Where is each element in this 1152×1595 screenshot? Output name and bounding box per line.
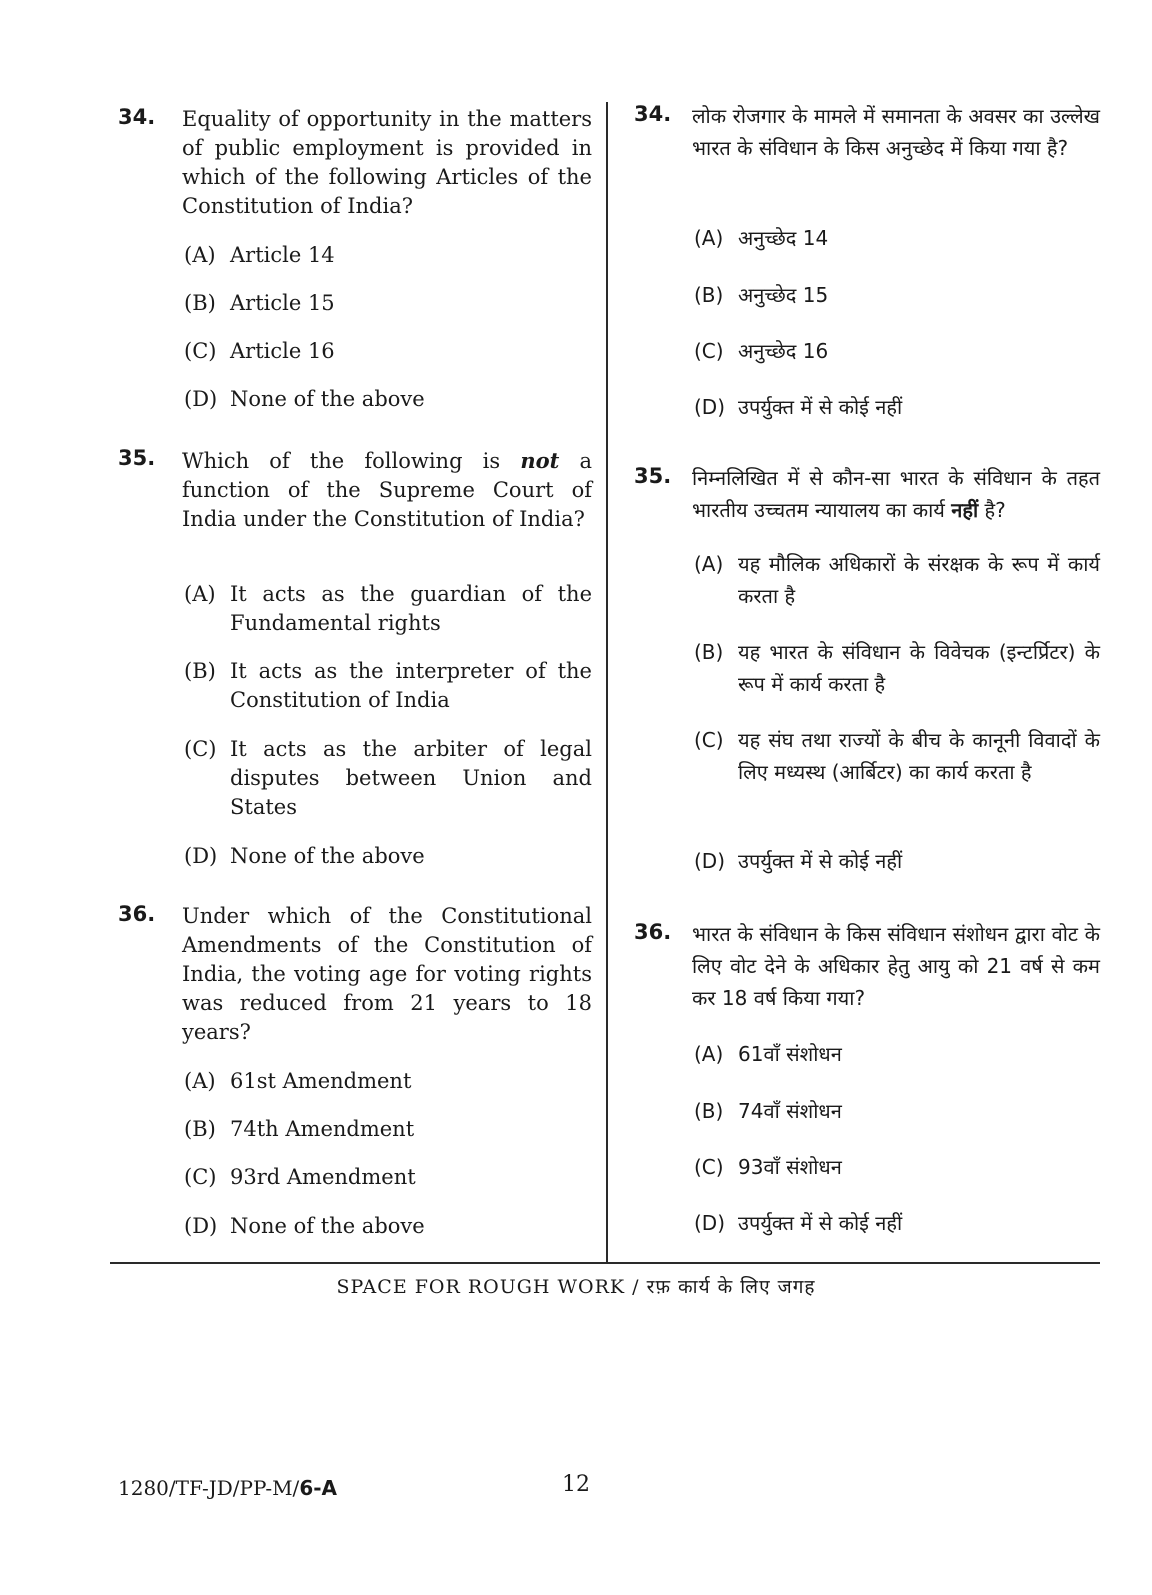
- question-text-part: a function of the Supreme Court of India under the Constitution of India?: [182, 449, 592, 531]
- question-35-hi: [634, 462, 1100, 526]
- option-text: 61st Amendment: [230, 1069, 412, 1093]
- option-label: (C): [694, 728, 724, 752]
- option-text: None of the above: [230, 844, 425, 868]
- column-divider: [606, 102, 608, 1262]
- option-c: [694, 335, 1100, 367]
- option-a: [694, 548, 1100, 612]
- option-label: (A): [694, 226, 724, 250]
- option-label: (D): [184, 844, 218, 868]
- option-b: [184, 657, 592, 715]
- option-label: (C): [694, 1155, 724, 1179]
- option-label: (A): [184, 1069, 216, 1093]
- option-label: (D): [694, 849, 726, 873]
- option-b: [694, 279, 1100, 311]
- option-c: [184, 1163, 592, 1192]
- emphasis-nahin: नहीं: [951, 498, 979, 522]
- option-text: उपर्युक्त में से कोई नहीं: [738, 849, 903, 873]
- option-text: 93rd Amendment: [230, 1165, 416, 1189]
- option-text: Article 14: [230, 243, 335, 267]
- option-text: 74वाँ संशोधन: [738, 1099, 842, 1123]
- question-34-hi: [634, 100, 1100, 164]
- question-number: 36.: [634, 920, 672, 944]
- option-text: यह भारत के संविधान के विवेचक (इन्टर्प्रिटर) के रूप में कार्य करता है: [738, 640, 1100, 696]
- option-text: अनुच्छेद 15: [738, 283, 829, 307]
- option-label: (B): [694, 283, 724, 307]
- question-text-part: Which of the following is: [182, 449, 521, 473]
- option-d: [184, 842, 592, 871]
- question-text: भारत के संविधान के किस संविधान संशोधन द्वारा वोट के लिए वोट देने के अधिकार हेतु आयु को 21 वर्ष से कम कर 18 वर्ष किया गया?: [692, 922, 1100, 1010]
- question-text: [692, 462, 1100, 526]
- option-c: [694, 724, 1100, 788]
- option-text: 74th Amendment: [230, 1117, 415, 1141]
- option-a: [694, 1038, 1100, 1070]
- option-c: [184, 735, 592, 822]
- option-label: (B): [694, 1099, 724, 1123]
- option-label: (A): [184, 582, 216, 606]
- question-text: Under which of the Constitutional Amendments of the Constitution of India, the voting age for voting rights was reduced from 21 years to 18 years?: [182, 904, 592, 1044]
- option-label: (B): [694, 640, 724, 664]
- question-text-part: है?: [978, 498, 1006, 522]
- option-label: (A): [694, 1042, 724, 1066]
- option-label: (C): [694, 339, 724, 363]
- option-d: [694, 845, 1100, 877]
- option-c: [694, 1151, 1100, 1183]
- paper-code-text: 1280/TF-JD/PP-M/: [118, 1476, 300, 1500]
- paper-set: 6-A: [299, 1476, 338, 1500]
- question-number: 34.: [634, 102, 672, 126]
- option-label: (B): [184, 291, 216, 315]
- option-label: (D): [694, 1211, 726, 1235]
- option-text: 61वाँ संशोधन: [738, 1042, 842, 1066]
- option-a: [694, 222, 1100, 254]
- option-label: (C): [184, 1165, 217, 1189]
- bottom-rule: [110, 1262, 1100, 1264]
- option-label: (D): [184, 1214, 218, 1238]
- option-text: उपर्युक्त में से कोई नहीं: [738, 395, 903, 419]
- option-a: [184, 580, 592, 638]
- option-text: Article 15: [230, 291, 335, 315]
- emphasis-not: not: [520, 448, 560, 473]
- option-d: [184, 385, 592, 414]
- option-label: (D): [694, 395, 726, 419]
- option-text: It acts as the guardian of the Fundamental rights: [230, 582, 592, 635]
- option-text: 93वाँ संशोधन: [738, 1155, 842, 1179]
- option-text: उपर्युक्त में से कोई नहीं: [738, 1211, 903, 1235]
- option-text: None of the above: [230, 1214, 425, 1238]
- option-label: (B): [184, 1117, 216, 1141]
- question-36-hi: [634, 918, 1100, 1014]
- question-text: [182, 446, 592, 534]
- option-a: [184, 241, 592, 270]
- option-text: यह मौलिक अधिकारों के संरक्षक के रूप में कार्य करता है: [738, 552, 1100, 608]
- rough-work-label: SPACE FOR ROUGH WORK / रफ़ कार्य के लिए जगह: [336, 1276, 816, 1298]
- option-b: [694, 636, 1100, 700]
- question-number: 35.: [118, 446, 156, 470]
- option-d: [694, 1207, 1100, 1239]
- option-text: अनुच्छेद 14: [738, 226, 829, 250]
- option-label: (A): [694, 552, 724, 576]
- question-number: 35.: [634, 464, 672, 488]
- question-text-part: निम्नलिखित में से कौन-सा भारत के संविधान के तहत भारतीय उच्चतम न्यायालय का कार्य: [692, 466, 1100, 522]
- option-a: [184, 1067, 592, 1096]
- option-text: It acts as the interpreter of the Constitution of India: [230, 659, 592, 712]
- page-number: 12: [562, 1472, 590, 1497]
- question-34-en: [118, 105, 592, 221]
- option-label: (D): [184, 387, 218, 411]
- option-b: [184, 289, 592, 318]
- option-text: None of the above: [230, 387, 425, 411]
- option-d: [694, 391, 1100, 423]
- question-text: लोक रोजगार के मामले में समानता के अवसर का उल्लेख भारत के संविधान के किस अनुच्छेद में किया गया है?: [692, 104, 1100, 160]
- question-number: 34.: [118, 105, 156, 129]
- option-text: यह संघ तथा राज्यों के बीच के कानूनी विवादों के लिए मध्यस्थ (आर्बिटर) का कार्य करता है: [738, 728, 1100, 784]
- question-number: 36.: [118, 902, 156, 926]
- option-b: [694, 1095, 1100, 1127]
- option-label: (A): [184, 243, 216, 267]
- option-label: (C): [184, 737, 217, 761]
- question-text: Equality of opportunity in the matters of public employment is provided in which of the following Articles of the Constitution of India?: [182, 107, 592, 218]
- question-35-en: [118, 446, 592, 534]
- option-d: [184, 1212, 592, 1241]
- option-text: अनुच्छेद 16: [738, 339, 829, 363]
- option-text: Article 16: [230, 339, 335, 363]
- option-label: (B): [184, 659, 216, 683]
- option-c: [184, 337, 592, 366]
- question-36-en: [118, 902, 592, 1047]
- option-text: It acts as the arbiter of legal disputes between Union and States: [230, 737, 592, 819]
- option-label: (C): [184, 339, 217, 363]
- option-b: [184, 1115, 592, 1144]
